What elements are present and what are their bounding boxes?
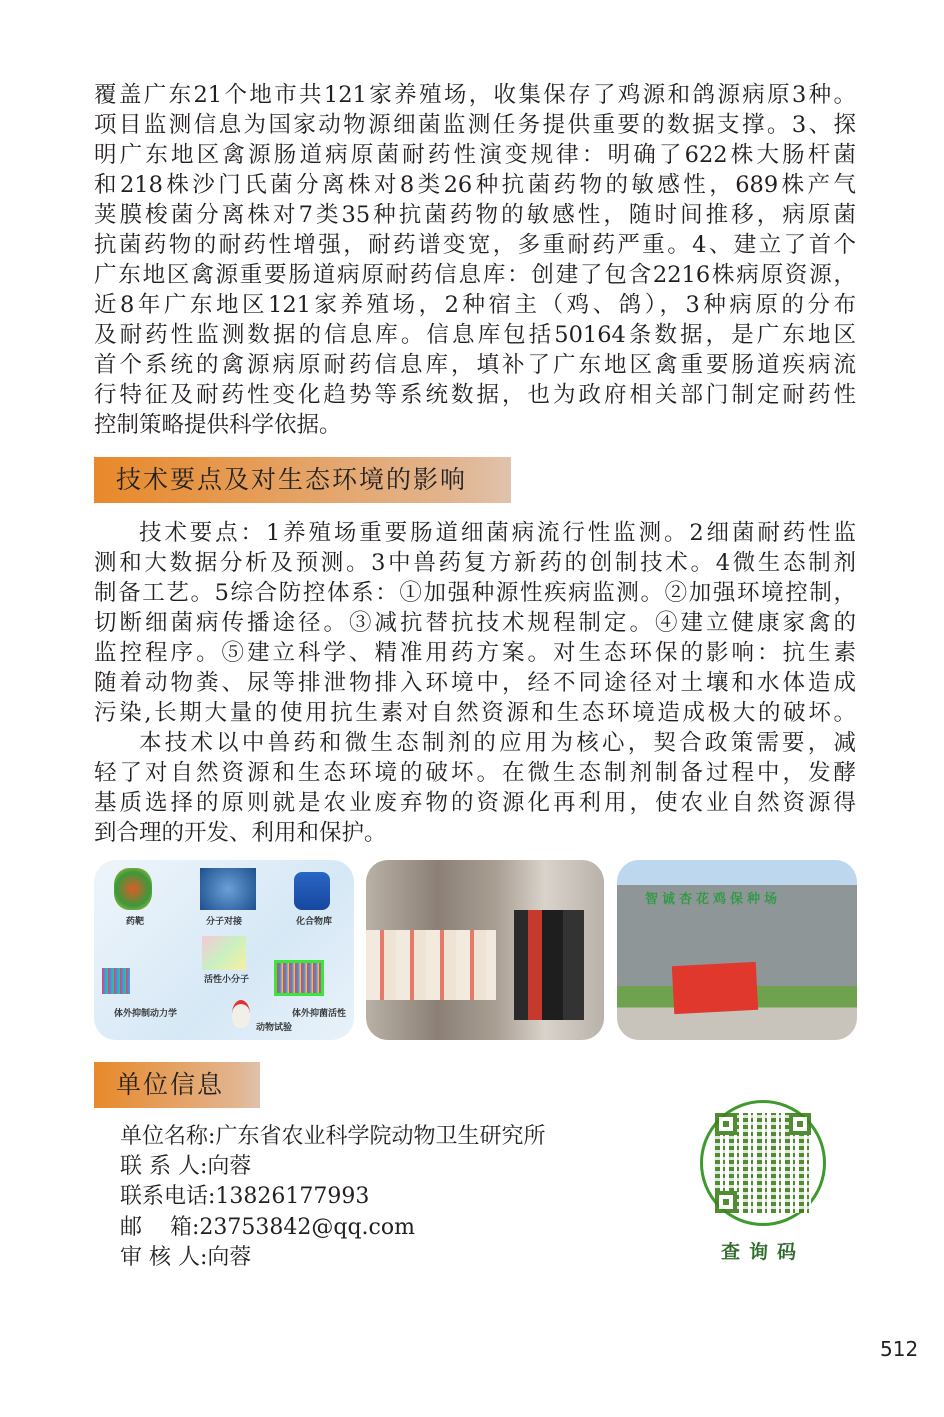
red-banner — [672, 962, 758, 1014]
info-label: 联系电话 — [120, 1184, 209, 1210]
qr-finder — [789, 1113, 811, 1135]
info-value: 向蓉 — [207, 1244, 252, 1270]
diagram-label: 动物试验 — [256, 1023, 293, 1033]
text-line: 行特征及耐药性变化趋势等系统数据，也为政府相关部门制定耐药性 — [94, 382, 856, 408]
unit-info — [120, 1122, 545, 1273]
info-label: 联 系 人 — [120, 1154, 200, 1180]
text-line: 项目监测信息为国家动物源细菌监测任务提供重要的数据支撑。3、探 — [94, 112, 856, 138]
molecular-docking-image — [200, 868, 256, 910]
qr-label: 查询码 — [720, 1241, 805, 1263]
info-value: 13826177993 — [215, 1184, 370, 1210]
text-line: 和218株沙门氏菌分离株对8类26种抗菌药物的敏感性，689株产气 — [94, 172, 856, 198]
info-row: 联系电话:13826177993 — [120, 1184, 370, 1210]
compound-library-icon — [294, 872, 330, 910]
diagram-label: 活性小分子 — [204, 975, 250, 985]
text-line: 荚膜梭菌分离株对7类35种抗菌药物的敏感性，随时间推移，病原菌 — [94, 202, 856, 228]
text-line: 广东地区禽源重要肠道病原耐药信息库：创建了包含2216株病原资源， — [94, 262, 856, 288]
page-number: 512 — [880, 1337, 919, 1361]
qr-pattern — [715, 1113, 811, 1213]
farm-group-photo — [617, 860, 857, 1040]
text-line: 覆盖广东21个地市共121家养殖场，收集保存了鸡源和鸽源病原3种。 — [94, 82, 856, 108]
info-row: 单位名称:广东省农业科学院动物卫生研究所 — [120, 1124, 546, 1149]
text-line: 监控程序。⑤建立科学、精准用药方案。对生态环保的影响：抗生素 — [94, 640, 856, 666]
text-line: 及耐药性监测数据的信息库。信息库包括50164条数据，是广东地区 — [94, 322, 856, 348]
diagram-label: 体外抑制动力学 — [114, 1009, 178, 1019]
text-line: 首个系统的禽源病原耐药信息库，填补了广东地区禽重要肠道疾病流 — [94, 352, 856, 378]
tech-paragraph — [94, 518, 856, 848]
text-line: 轻了对自然资源和生态环境的破坏。在微生态制剂制备过程中，发酵 — [94, 760, 856, 786]
text-line: 切断细菌病传播途径。③减抗替抗技术规程制定。④建立健康家禽的 — [94, 610, 856, 636]
text-line: 随着动物粪、尿等排泄物排入环境中，经不同途径对土壤和水体造成 — [94, 670, 856, 696]
text-line: 污染,长期大量的使用抗生素对自然资源和生态环境造成极大的破坏。 — [94, 700, 856, 726]
info-label: 邮 箱 — [120, 1214, 192, 1240]
text-line: 抗菌药物的耐药性增强，耐药谱变宽，多重耐药严重。4、建立了首个 — [94, 232, 856, 258]
text-line: 到合理的开发、利用和保护。 — [94, 820, 387, 846]
qr-code[interactable] — [700, 1100, 826, 1226]
text-line: 本技术以中兽药和微生态制剂的应用为核心，契合政策需要，减 — [139, 730, 856, 756]
diagram-label: 化合物库 — [296, 917, 333, 927]
info-value: 23753842@qq.com — [199, 1214, 415, 1240]
text-line: 近8年广东地区121家养殖场，2种宿主（鸡、鸽），3种病原的分布 — [94, 292, 856, 318]
drug-discovery-diagram — [94, 860, 354, 1040]
chicken-icon — [232, 1000, 250, 1028]
info-value: 广东省农业科学院动物卫生研究所 — [215, 1124, 546, 1149]
protein-target-image — [114, 868, 152, 910]
text-line: 基质选择的原则就是农业废弃物的资源化再利用，使农业自然资源得 — [94, 790, 856, 816]
info-label: 单位名称 — [120, 1124, 209, 1149]
text-line: 控制策略提供科学依据。 — [94, 412, 342, 438]
section-heading-unit: 单位信息 — [94, 1062, 260, 1108]
info-row: 联 系 人:向蓉 — [120, 1154, 252, 1180]
text-line: 制备工艺。5综合防控体系：①加强种源性疾病监测。②加强环境控制， — [94, 580, 856, 606]
qr-finder — [715, 1191, 737, 1213]
diagram-label: 药靶 — [126, 917, 145, 927]
qr-finder — [715, 1113, 737, 1135]
text-line: 明广东地区禽源肠道病原菌耐药性演变规律：明确了622株大肠杆菌 — [94, 142, 856, 168]
antibacterial-plate-image — [274, 960, 324, 996]
intro-paragraph — [94, 80, 856, 440]
visitors-group — [514, 910, 584, 1020]
info-label: 审 核 人 — [120, 1244, 200, 1270]
farm-sign: 智诚杏花鸡保种场 — [645, 892, 782, 907]
diagram-label: 分子对接 — [206, 917, 243, 927]
diagram-label: 体外抑菌活性 — [292, 1009, 347, 1019]
active-molecule-image — [202, 936, 246, 970]
info-row: 审 核 人:向蓉 — [120, 1244, 252, 1270]
info-row: 邮 箱:23753842@qq.com — [120, 1214, 415, 1240]
poultry-house-photo — [366, 860, 604, 1040]
section-heading-tech: 技术要点及对生态环境的影响 — [94, 457, 511, 503]
assay-plate-image — [102, 968, 130, 994]
caged-chickens — [366, 930, 496, 1000]
text-line: 测和大数据分析及预测。3中兽药复方新药的创制技术。4微生态制剂 — [94, 550, 856, 576]
text-line: 技术要点：1养殖场重要肠道细菌病流行性监测。2细菌耐药性监 — [139, 520, 856, 546]
info-value: 向蓉 — [207, 1154, 252, 1180]
